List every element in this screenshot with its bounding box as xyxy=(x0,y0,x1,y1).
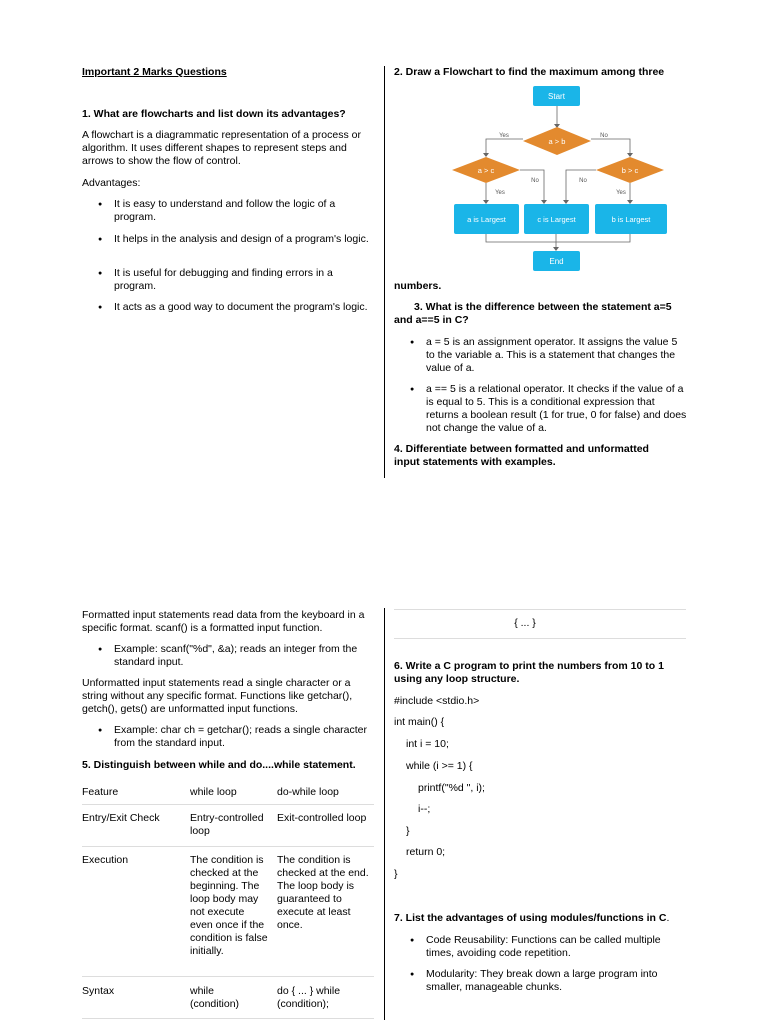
table-cell: Execution xyxy=(82,854,129,866)
question-5: 5. Distinguish between while and do....while statement. xyxy=(82,759,356,771)
code-line: return 0; xyxy=(406,846,446,858)
question-3: 3. What is the difference between the statement a=5 and a==5 in C? xyxy=(394,301,672,326)
formatted-example: ● Example: scanf("%d", &a); reads an integer from the standard input. xyxy=(82,643,378,669)
code-block-bottom-rule xyxy=(394,638,686,639)
result-b-largest-label: b is Largest xyxy=(611,215,651,224)
flowchart-end-label: End xyxy=(549,257,564,266)
table-rule xyxy=(82,846,374,847)
question-2: 2. Draw a Flowchart to find the maximum among three xyxy=(394,66,665,78)
question-6: 6. Write a C program to print the numbers from 10 to 1 using any loop structure. xyxy=(394,660,664,685)
q7-point: ● Code Reusability: Functions can be called multiple times, avoiding code repetition. xyxy=(394,934,688,960)
code-line: } xyxy=(394,868,398,880)
code-line: i--; xyxy=(418,803,431,815)
q3-point: ● a = 5 is an assignment operator. It assigns the value 5 to the variable a. This is a statement that changes the value of a. xyxy=(394,336,688,375)
advantages-label: Advantages: xyxy=(82,177,141,189)
section-heading: Important 2 Marks Questions xyxy=(82,66,227,78)
question-4: 4. Differentiate between formatted and unformatted input statements with examples. xyxy=(394,443,649,468)
no-label: No xyxy=(600,133,608,139)
yes-label: Yes xyxy=(499,133,509,139)
table-cell: Exit-controlled loop xyxy=(277,812,367,824)
column-divider-top xyxy=(384,66,385,478)
decision-a-gt-c-label: a > c xyxy=(477,166,495,175)
code-line: #include <stdio.h> xyxy=(394,695,480,707)
result-c-largest-label: c is Largest xyxy=(537,215,576,224)
table-cell: while (condition) xyxy=(190,985,240,1010)
table-cell: Entry/Exit Check xyxy=(82,812,160,824)
max-of-three-flowchart xyxy=(440,80,680,280)
advantage-item: ● It helps in the analysis and design of a program's logic. xyxy=(82,233,374,246)
result-a-largest-label: a is Largest xyxy=(467,215,506,224)
table-cell: Entry-controlled loop xyxy=(190,812,264,837)
code-line: int i = 10; xyxy=(406,738,449,750)
table-rule xyxy=(82,804,374,805)
table-rule xyxy=(82,1018,374,1019)
unformatted-input-text: Unformatted input statements read a single character or a string without any specific format. Functions like getchar(), getch(), gets() are unformatted input functions. xyxy=(82,677,353,715)
code-continuation: { ... } xyxy=(514,617,536,629)
table-rule xyxy=(82,976,374,977)
no-label: No xyxy=(579,178,587,184)
unformatted-example: ● Example: char ch = getchar(); reads a single character from the standard input. xyxy=(82,724,378,750)
column-divider-bottom xyxy=(384,608,385,1020)
formatted-input-text: Formatted input statements read data from the keyboard in a specific format. scanf() is a formatted input function. xyxy=(82,609,365,634)
question-1: 1. What are flowcharts and list down its advantages? xyxy=(82,108,346,120)
decision-a-gt-b-label: a > b xyxy=(548,137,566,146)
code-line: while (i >= 1) { xyxy=(406,760,473,772)
decision-b-gt-c-label: b > c xyxy=(621,166,639,175)
table-header-while: while loop xyxy=(190,786,237,798)
code-line: } xyxy=(406,825,410,837)
table-cell: The condition is checked at the end. The loop body is guaranteed to execute at least once. xyxy=(277,854,369,931)
table-header-feature: Feature xyxy=(82,786,119,798)
flowchart-start-label: Start xyxy=(548,92,565,101)
table-cell: Syntax xyxy=(82,985,115,997)
table-cell: do { ... } while (condition); xyxy=(277,985,341,1010)
yes-label: Yes xyxy=(495,190,505,196)
question-7-period: . xyxy=(666,912,670,924)
code-block-top-rule xyxy=(394,609,686,610)
question-7 xyxy=(394,912,690,925)
advantage-item: ● It acts as a good way to document the program's logic. xyxy=(82,301,374,314)
code-line: int main() { xyxy=(394,716,445,728)
no-label: No xyxy=(531,178,539,184)
table-header-do-while: do-while loop xyxy=(277,786,339,798)
question-2-continued: numbers. xyxy=(394,280,442,292)
q3-point: ● a == 5 is a relational operator. It checks if the value of a is equal to 5. This is a conditional expression that returns a boolean result (1 for true, 0 for false) and does not change the value of a. xyxy=(394,383,688,435)
yes-label: Yes xyxy=(616,190,626,196)
advantage-item: ● It is useful for debugging and finding errors in a program. xyxy=(82,267,374,293)
code-line: printf("%d ", i); xyxy=(418,782,485,794)
advantage-item: ● It is easy to understand and follow the logic of a program. xyxy=(82,198,374,224)
table-cell: The condition is checked at the beginning. The loop body may not execute even once if the condition is false initially. xyxy=(190,854,268,957)
flowchart-definition: A flowchart is a diagrammatic representation of a process or algorithm. It uses different shapes to represent steps and arrows to show the flow of control. xyxy=(82,129,361,167)
q7-point: ● Modularity: They break down a large program into smaller, manageable chunks. xyxy=(394,968,688,994)
question-7-text: 7. List the advantages of using modules/functions in C xyxy=(394,912,667,924)
